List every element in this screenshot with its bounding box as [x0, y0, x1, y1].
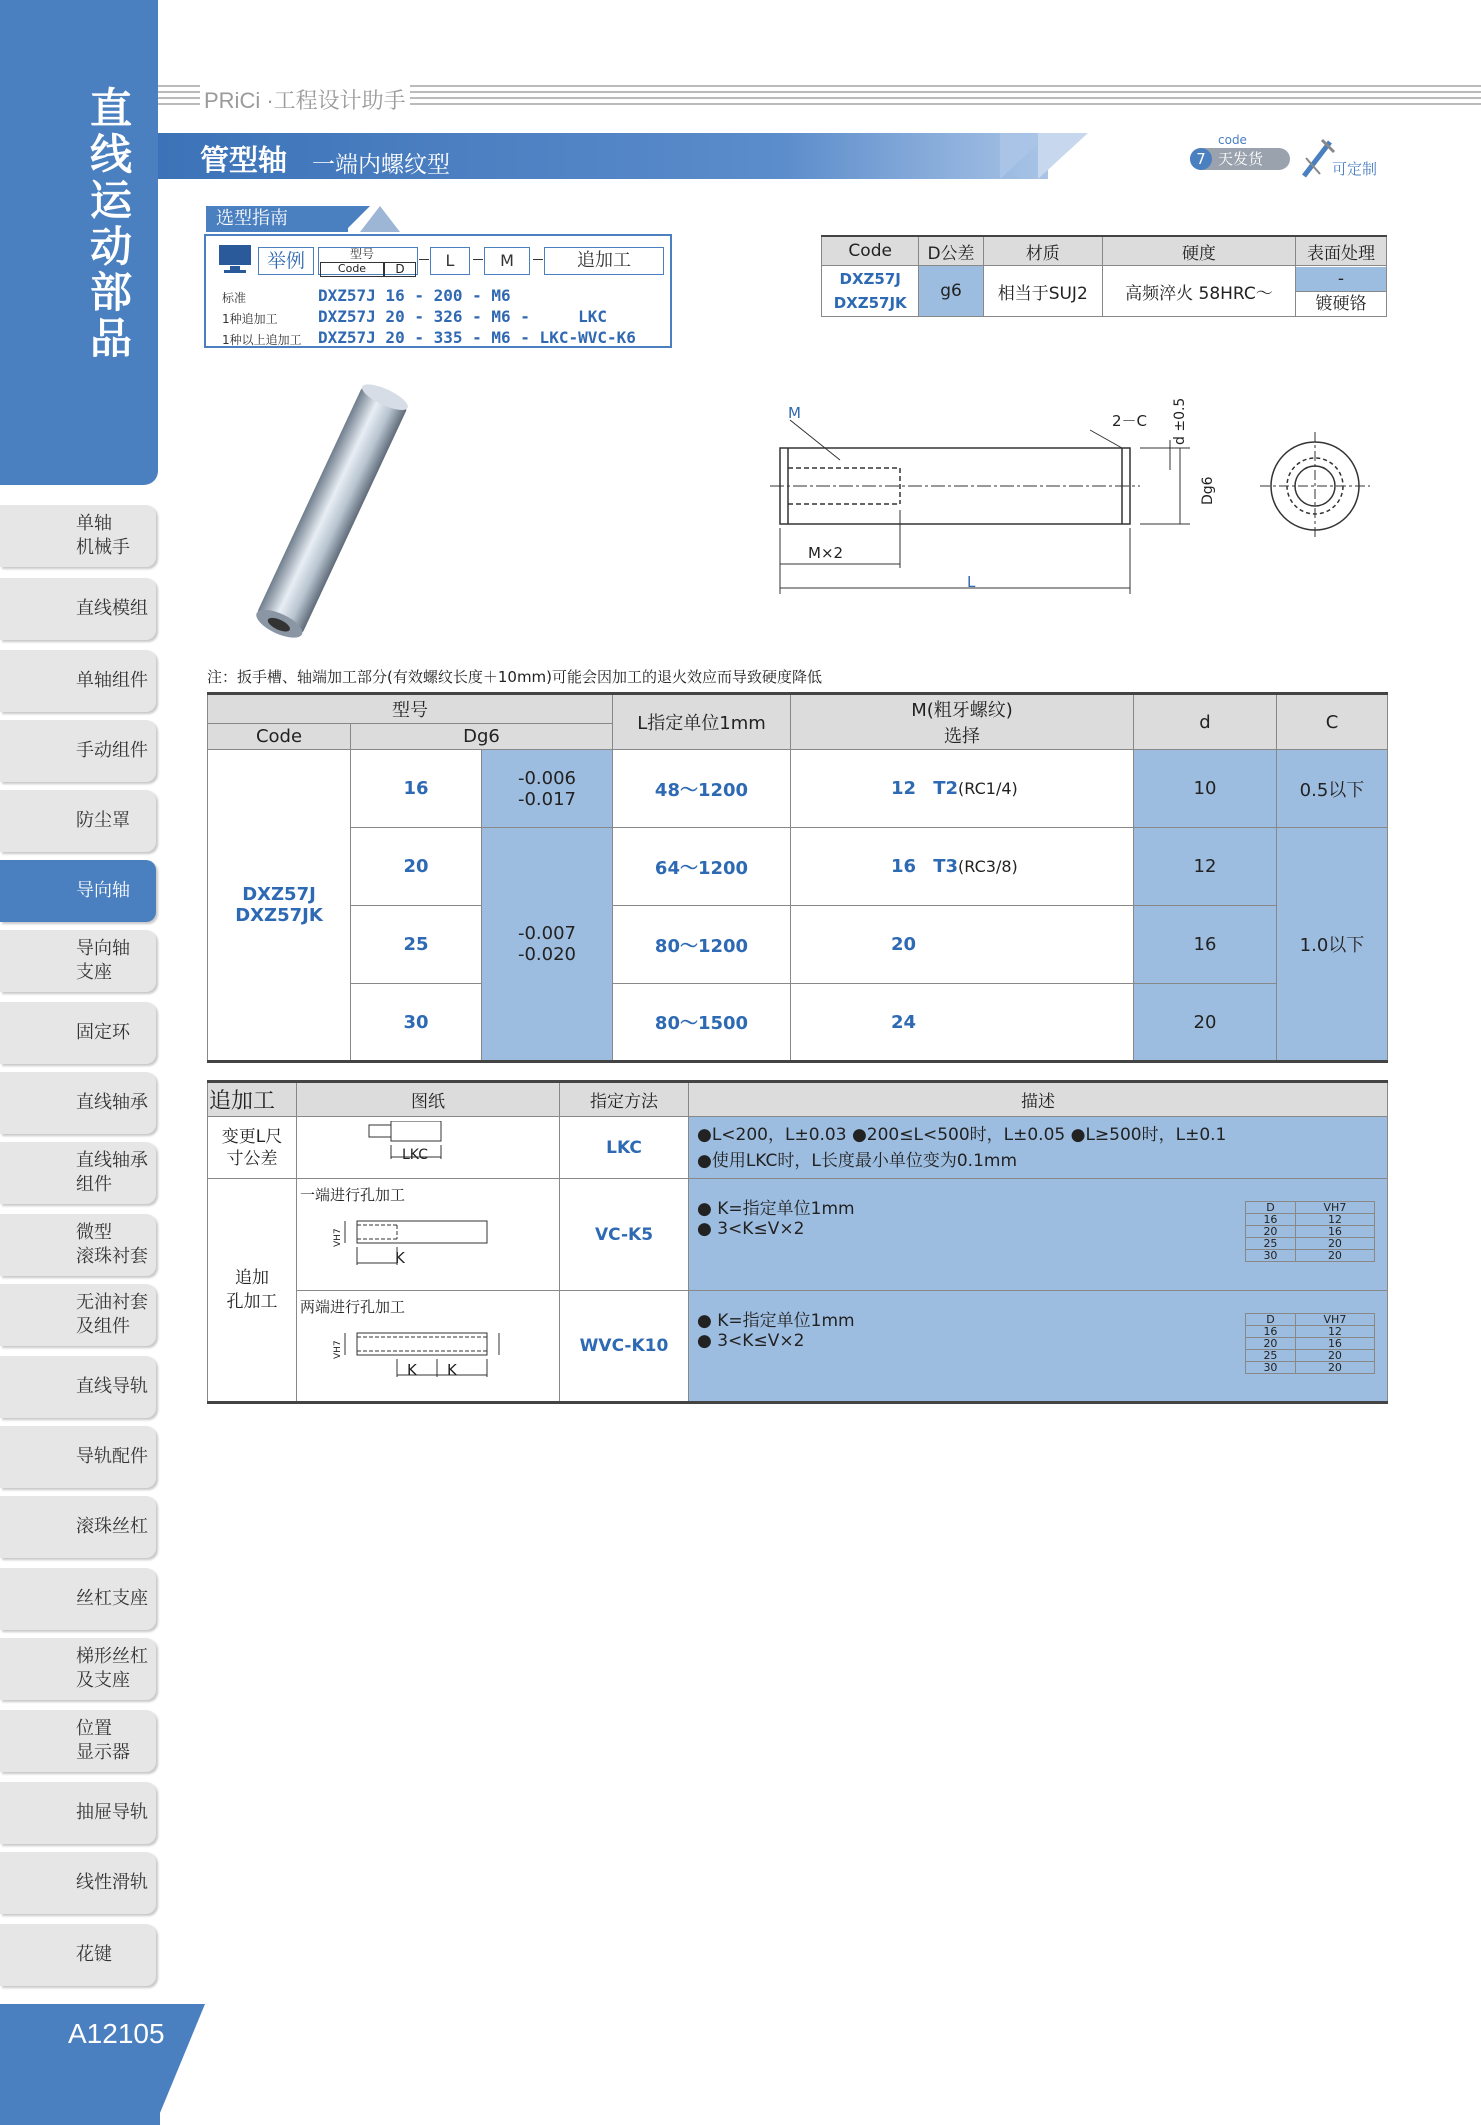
lkc-desc	[689, 1117, 1388, 1179]
header-d: d	[1134, 694, 1277, 750]
guide-tag: 选型指南	[206, 206, 348, 232]
technical-drawing	[760, 390, 1380, 600]
header-m	[791, 694, 1134, 750]
spec-surface	[1295, 266, 1386, 317]
sidebar-item[interactable]	[0, 1638, 156, 1700]
mini-cell: 20	[1246, 1338, 1296, 1350]
sidebar-item[interactable]	[0, 578, 156, 640]
spec-code: DXZ57J	[839, 270, 901, 288]
mini-header: VH7	[1295, 1202, 1374, 1214]
sidebar-item[interactable]	[0, 505, 156, 567]
mini-cell: 16	[1246, 1326, 1296, 1338]
header-drawing: 图纸	[297, 1082, 560, 1117]
mini-cell: 12	[1295, 1214, 1374, 1226]
mini-cell: 20	[1246, 1226, 1296, 1238]
spec-surface-chrome: 镀硬铬	[1315, 293, 1367, 314]
guide-row-example: DXZ57J 20 - 335 - M6 - LKC-WVC-K6	[318, 328, 636, 347]
d-value: 16	[351, 750, 482, 828]
mini-cell: 20	[1295, 1362, 1374, 1374]
rc-code: (RC3/8)	[958, 857, 1018, 876]
mini-cell: 16	[1246, 1214, 1296, 1226]
m-value: 24	[891, 1011, 917, 1033]
sidebar-item[interactable]	[0, 1924, 156, 1986]
l-range: 48～1200	[613, 750, 791, 828]
c-value: 0.5以下	[1277, 750, 1388, 828]
wvc-desc-line1: ● K=指定单位1mm	[697, 1311, 855, 1331]
sidebar-item[interactable]	[0, 1002, 156, 1064]
page-subtitle: 一端内螺纹型	[312, 152, 450, 178]
sidebar-item[interactable]	[0, 930, 156, 992]
spec-table	[821, 235, 1387, 317]
mini-header: D	[1246, 1202, 1296, 1214]
sidebar-item-label: 直线模组	[76, 598, 148, 619]
spec-header: 硬度	[1102, 236, 1295, 266]
mini-cell: 25	[1246, 1238, 1296, 1250]
header-m-line2: 选择	[944, 726, 980, 747]
page-title: 管型轴	[200, 143, 288, 177]
sidebar-item-label: 固定环	[76, 1022, 130, 1043]
sidebar-item[interactable]	[0, 1426, 156, 1488]
sidebar-item[interactable]	[0, 650, 156, 712]
spec-header: 表面处理	[1295, 236, 1386, 266]
example-box: 举例	[258, 247, 314, 275]
sidebar-item-label: 导轨配件	[76, 1446, 148, 1467]
drawing-m: M	[788, 404, 801, 422]
header-l: L指定单位1mm	[613, 694, 791, 750]
shaft-photo	[225, 380, 435, 650]
lkc-name: 变更L尺 寸公差	[208, 1117, 297, 1179]
sidebar-item-label: 抽屉导轨	[76, 1802, 148, 1823]
tolerance-cell	[482, 828, 613, 1062]
sidebar-item-label: 导向轴	[76, 880, 130, 901]
title-wedge	[1038, 133, 1088, 179]
l-range: 80～1200	[613, 906, 791, 984]
d-label: D	[384, 262, 416, 277]
mini-cell: 30	[1246, 1250, 1296, 1262]
wvc-mini-table	[1245, 1313, 1375, 1374]
vh7-mini-table	[1245, 1201, 1375, 1262]
sidebar-item-label: 单轴组件	[76, 670, 148, 691]
sidebar-item-label: 微型 滚珠衬套	[76, 1222, 148, 1267]
wvc-code: WVC-K10	[560, 1291, 689, 1403]
brand-text: PRiCi ·工程设计助手	[200, 84, 410, 115]
vc-mini-table	[1245, 1201, 1375, 1262]
drawing-mx2: M×2	[808, 544, 844, 562]
vc-code: VC-K5	[560, 1179, 689, 1291]
dash	[419, 259, 429, 260]
vh7-mini-table	[1245, 1313, 1375, 1374]
tolerance-upper: -0.006	[517, 767, 577, 789]
sidebar-item[interactable]	[0, 1072, 156, 1134]
category-title: 直线运动部品	[89, 84, 132, 363]
dash	[533, 259, 543, 260]
mini-cell: 25	[1246, 1350, 1296, 1362]
vc-title: 一端进行孔加工	[300, 1186, 406, 1204]
main-code: DXZ57JK	[235, 905, 323, 926]
rc-code: (RC1/4)	[958, 779, 1018, 798]
header-c: C	[1277, 694, 1388, 750]
tolerance-cell	[482, 750, 613, 828]
d-small: 16	[1134, 906, 1277, 984]
tolerance-lower: -0.020	[517, 944, 577, 965]
code-label: code	[1218, 133, 1247, 147]
wvc-drawing	[297, 1291, 560, 1403]
sidebar-item-label: 防尘罩	[76, 810, 130, 831]
wvc-desc	[689, 1291, 1388, 1403]
d-value: 25	[351, 906, 482, 984]
mini-cell: 12	[1295, 1326, 1374, 1338]
d-small: 20	[1134, 984, 1277, 1062]
vc-desc-line2: ● 3<K≤V×2	[697, 1219, 805, 1239]
sidebar-item-label: 无油衬套 及组件	[76, 1292, 148, 1337]
title-bar	[158, 133, 1048, 179]
spec-header: D公差	[919, 236, 983, 266]
d-small: 12	[1134, 828, 1277, 906]
sidebar-item-label: 梯形丝杠 及支座	[76, 1646, 148, 1691]
m-value: 20	[891, 934, 917, 955]
l-range: 64～1200	[613, 828, 791, 906]
sidebar-item-label: 丝杠支座	[76, 1588, 148, 1609]
l-range: 80～1500	[613, 984, 791, 1062]
sidebar-item-label: 位置 显示器	[76, 1718, 130, 1763]
sidebar-item[interactable]	[0, 1214, 156, 1276]
custom-label: 可定制	[1332, 160, 1378, 178]
header-m-line1: M(粗牙螺纹)	[911, 700, 1013, 721]
sidebar	[0, 0, 165, 2125]
sidebar-item[interactable]	[0, 790, 156, 852]
guide-row-label: 1种以上追加工	[222, 333, 302, 347]
spec-hardness: 高频淬火 58HRC～	[1102, 266, 1295, 317]
sidebar-item-label: 直线导轨	[76, 1376, 148, 1397]
m-cell	[791, 750, 1134, 828]
drawing-l: L	[967, 573, 976, 591]
header-model: 型号	[208, 694, 613, 724]
mini-cell: 30	[1246, 1362, 1296, 1374]
l-box: L	[430, 247, 470, 275]
spec-header: Code	[822, 236, 919, 266]
header-dg6: Dg6	[351, 724, 613, 750]
m-value: 16	[891, 856, 917, 877]
drawing-c: 2－C	[1112, 412, 1148, 430]
mini-cell: 20	[1295, 1350, 1374, 1362]
guide-row-label: 标准	[222, 291, 247, 305]
sidebar-item[interactable]	[0, 1852, 156, 1914]
main-codes	[208, 750, 351, 1062]
drawing-dg6: Dg6	[1200, 476, 1216, 505]
mini-header: VH7	[1295, 1314, 1374, 1326]
vc-desc-line1: ● K=指定单位1mm	[697, 1199, 855, 1219]
header-code: Code	[208, 724, 351, 750]
vc-k: K	[395, 1249, 405, 1267]
sidebar-item[interactable]	[0, 1356, 156, 1418]
spec-material: 相当于SUJ2	[983, 266, 1102, 317]
caliper-icon	[1300, 136, 1336, 180]
monitor-icon	[218, 244, 252, 274]
d-value: 30	[351, 984, 482, 1062]
wvc-vh7: VH7	[333, 1340, 343, 1359]
tolerance-lower: -0.017	[517, 788, 577, 810]
thread-code: T2	[933, 778, 959, 799]
vc-vh7: VH7	[333, 1228, 343, 1247]
guide-row-example: DXZ57J 20 - 326 - M6 - LKC	[318, 307, 607, 326]
sidebar-item-label: 线性滑轨	[76, 1872, 148, 1893]
addon-title: 追加工	[208, 1082, 297, 1117]
m-cell	[791, 984, 1134, 1062]
ship-badge: 天发货	[1190, 148, 1290, 170]
mini-cell: 20	[1295, 1238, 1374, 1250]
vc-desc	[689, 1179, 1388, 1291]
sidebar-item[interactable]	[0, 1496, 156, 1558]
sidebar-item-label: 手动组件	[76, 740, 148, 761]
d-value: 20	[351, 828, 482, 906]
lkc-code: LKC	[560, 1117, 689, 1179]
hole-group-name: 追加 孔加工	[208, 1179, 297, 1403]
extra-box: 追加工	[544, 247, 664, 275]
m-box: M	[484, 247, 530, 275]
header-method: 指定方法	[560, 1082, 689, 1117]
sidebar-item-label: 滚珠丝杠	[76, 1516, 148, 1537]
mini-header: D	[1246, 1314, 1296, 1326]
sidebar-item[interactable]	[0, 1568, 156, 1630]
sidebar-item[interactable]	[0, 1710, 156, 1772]
lkc-desc-line1: ●L<200，L±0.03 ●200≤L<500时，L±0.05 ●L≥500时，L±0.1	[697, 1124, 1227, 1145]
lkc-drawing-label: LKC	[402, 1147, 428, 1163]
spec-tolerance: g6	[919, 266, 983, 317]
category-panel	[0, 0, 158, 485]
sidebar-item-label: 直线轴承	[76, 1092, 148, 1113]
main-code: DXZ57J	[242, 884, 316, 905]
header-desc: 描述	[689, 1082, 1388, 1117]
wvc-desc-line2: ● 3<K≤V×2	[697, 1331, 805, 1351]
seven-badge: 7	[1190, 148, 1212, 170]
m-cell	[791, 906, 1134, 984]
code-label: Code	[320, 262, 384, 277]
spec-surface-dash: -	[1296, 267, 1386, 292]
m-cell	[791, 828, 1134, 906]
mini-cell: 16	[1295, 1338, 1374, 1350]
guide-row-label: 1种追加工	[222, 312, 278, 326]
sidebar-item[interactable]	[0, 860, 156, 922]
sidebar-item[interactable]	[0, 720, 156, 782]
c-value: 1.0以下	[1277, 828, 1388, 1062]
lkc-drawing	[297, 1117, 560, 1179]
model-label: 型号	[350, 247, 375, 261]
sidebar-item[interactable]	[0, 1284, 156, 1346]
wvc-k1: K	[407, 1361, 417, 1379]
note-text: 注：扳手槽、轴端加工部分(有效螺纹长度＋10mm)可能会因加工的退火效应而导致硬度降低	[207, 668, 823, 686]
vc-sketch	[337, 1213, 537, 1273]
lkc-desc-line2: ●使用LKC时，L长度最小单位变为0.1mm	[697, 1150, 1018, 1171]
wvc-k2: K	[447, 1361, 457, 1379]
drawing-d: d ±0.5	[1172, 397, 1188, 445]
guide-tag-wedge	[360, 206, 400, 232]
guide-row-example: DXZ57J 16 - 200 - M6	[318, 286, 511, 305]
vc-drawing	[297, 1179, 560, 1291]
sidebar-item-label: 直线轴承 组件	[76, 1150, 148, 1195]
m-value: 12	[891, 778, 917, 799]
mini-cell: 16	[1295, 1226, 1374, 1238]
thread-code: T3	[933, 856, 959, 877]
d-small: 10	[1134, 750, 1277, 828]
dimension-table	[207, 692, 1388, 1063]
sidebar-item[interactable]	[0, 1142, 156, 1204]
spec-header: 材质	[983, 236, 1102, 266]
sidebar-item-label: 单轴 机械手	[76, 513, 130, 558]
dash	[473, 259, 483, 260]
addon-table	[207, 1080, 1388, 1404]
wvc-title: 两端进行孔加工	[300, 1298, 406, 1316]
sidebar-item-label: 导向轴 支座	[76, 938, 130, 983]
mini-cell: 20	[1295, 1250, 1374, 1262]
sidebar-item[interactable]	[0, 1782, 156, 1844]
spec-codes	[822, 266, 919, 317]
sidebar-item-label: 花键	[76, 1944, 112, 1965]
spec-code: DXZ57JK	[833, 294, 907, 312]
wvc-sketch	[337, 1325, 537, 1385]
tolerance-upper: -0.007	[517, 923, 577, 944]
page-number: A12105	[68, 2018, 165, 2049]
